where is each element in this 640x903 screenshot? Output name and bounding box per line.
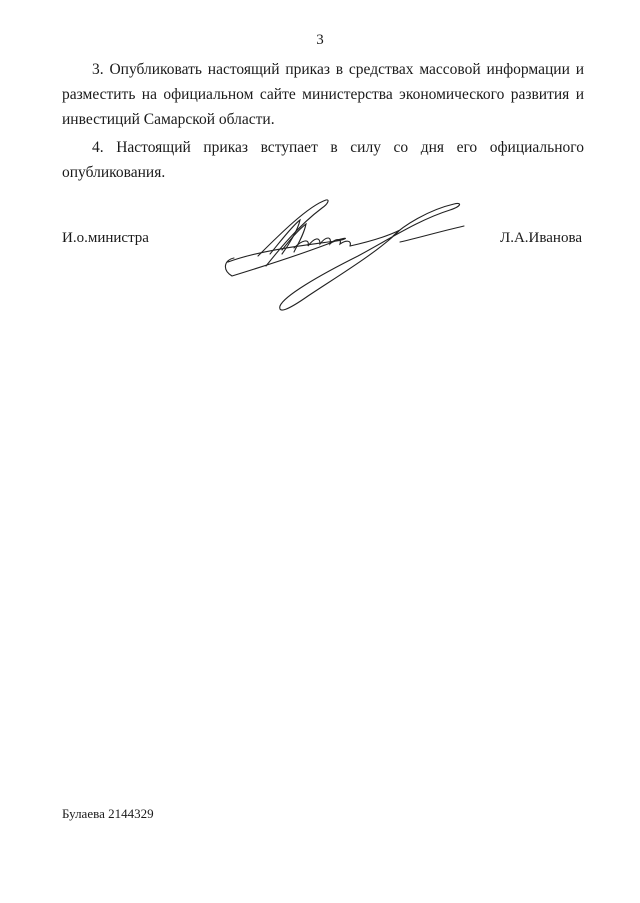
signatory-name: Л.А.Иванова [500, 230, 582, 246]
paragraph-text: Опубликовать настоящий приказ в средствах массовой информации и разместить на официальном сайте министерства экономического развития и инвестиций Самарской области. [62, 61, 585, 128]
signatory-title: И.о.министра [62, 230, 149, 246]
paragraph-3 [62, 57, 584, 132]
paragraph-text: Настоящий приказ вступает в силу со дня его официального опубликования. [62, 139, 584, 181]
executor-footer: Булаева 2144329 [62, 806, 154, 821]
paragraph-number: 4. [92, 139, 104, 156]
page-number: 3 [316, 32, 324, 48]
paragraph-number: 3. [92, 61, 104, 78]
signature-icon [218, 196, 468, 314]
paragraph-4 [62, 135, 584, 185]
